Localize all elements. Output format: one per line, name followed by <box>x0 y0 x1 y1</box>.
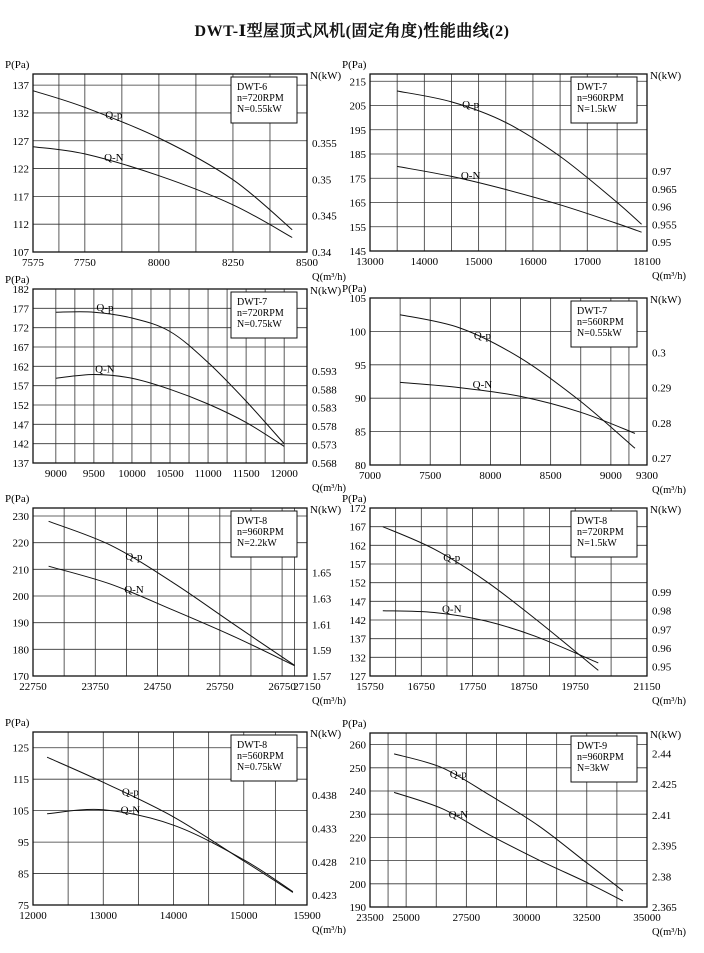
y-tick-label: 162 <box>12 361 29 374</box>
y-axis-label: P(Pa) <box>342 283 367 295</box>
y-tick-label: 167 <box>349 521 366 534</box>
y2-tick-label: 0.428 <box>312 856 337 869</box>
y-tick-label: 180 <box>12 644 29 657</box>
y-tick-label: 137 <box>12 458 29 470</box>
legend-box <box>231 735 297 781</box>
legend-text: N=1.5kW <box>577 538 617 549</box>
series-label: Q-N <box>95 363 115 376</box>
chart-panel-2 <box>342 59 687 282</box>
y-axis-label: P(Pa) <box>342 718 367 730</box>
y2-tick-label: 0.27 <box>652 452 672 465</box>
y2-tick-label: 0.965 <box>652 183 677 196</box>
y-tick-label: 210 <box>349 855 366 868</box>
chart-panel-5 <box>5 493 347 707</box>
legend-text: DWT-7 <box>237 297 268 308</box>
y-tick-label: 137 <box>349 633 366 646</box>
y-tick-label: 152 <box>349 577 366 590</box>
legend-text: DWT-8 <box>577 516 608 527</box>
x-tick-label: 11500 <box>232 468 260 480</box>
y2-tick-label: 2.41 <box>652 809 672 822</box>
x-tick-label: 12000 <box>270 468 298 480</box>
series-label: Q-p <box>473 330 491 343</box>
x-tick-label: 9000 <box>599 470 622 482</box>
series-label: Q-p <box>105 109 123 122</box>
x-tick-label: 32500 <box>573 912 601 924</box>
y-tick-label: 205 <box>349 100 366 113</box>
y2-tick-label: 0.355 <box>312 138 337 151</box>
y-tick-label: 250 <box>349 762 366 775</box>
y2-tick-label: 2.38 <box>652 871 672 884</box>
y-tick-label: 122 <box>12 163 29 176</box>
y-tick-label: 115 <box>12 774 29 787</box>
y2-tick-label: 0.573 <box>312 439 337 452</box>
legend-text: DWT-6 <box>237 82 268 93</box>
y2-axis-label: N(kW) <box>650 729 682 741</box>
x-axis-label: Q(m³/h) <box>652 271 687 282</box>
legend-text: N=2.2kW <box>237 538 277 549</box>
y-tick-label: 182 <box>12 284 29 296</box>
y-tick-label: 85 <box>355 426 366 439</box>
y-tick-label: 230 <box>12 511 29 523</box>
x-tick-label: 8500 <box>539 470 562 482</box>
series-label: Q-p <box>125 551 143 563</box>
legend-text: n=720RPM <box>237 93 284 104</box>
y-tick-label: 85 <box>18 868 29 881</box>
y-tick-label: 147 <box>12 419 29 432</box>
y2-axis-label: N(kW) <box>310 70 342 82</box>
series-label: Q-p <box>121 786 139 799</box>
y-tick-label: 75 <box>18 900 29 912</box>
y-tick-label: 95 <box>18 837 29 850</box>
x-tick-label: 8000 <box>479 470 502 482</box>
x-tick-label: 7575 <box>22 257 44 269</box>
y-tick-label: 175 <box>349 173 366 186</box>
x-tick-label: 17000 <box>573 256 602 268</box>
y2-axis-label: N(kW) <box>650 70 682 82</box>
y-tick-label: 172 <box>349 503 366 515</box>
y2-tick-label: 0.34 <box>312 247 332 259</box>
y-tick-label: 142 <box>349 615 366 627</box>
x-axis-label: Q(m³/h) <box>312 483 347 494</box>
y2-tick-label: 0.95 <box>652 237 672 250</box>
y-tick-label: 260 <box>349 739 366 752</box>
y2-tick-label: 1.61 <box>312 619 332 632</box>
legend-text: DWT-8 <box>237 740 268 751</box>
y-tick-label: 117 <box>12 191 29 204</box>
x-tick-label: 27500 <box>452 912 481 924</box>
y-tick-label: 107 <box>12 247 29 259</box>
y-tick-label: 190 <box>349 902 366 914</box>
legend-text: DWT-7 <box>577 306 608 317</box>
x-axis-label: Q(m³/h) <box>652 696 687 707</box>
x-tick-label: 7750 <box>73 257 96 269</box>
x-tick-label: 12000 <box>19 910 47 922</box>
y-axis-label: P(Pa) <box>5 493 30 505</box>
y2-tick-label: 0.433 <box>312 823 337 836</box>
series-label: Q-p <box>443 551 461 564</box>
x-tick-label: 8000 <box>147 257 170 269</box>
y-tick-label: 170 <box>12 671 29 683</box>
legend-box <box>231 77 297 123</box>
x-tick-label: 16000 <box>519 256 547 268</box>
series-label: Q-N <box>120 804 141 817</box>
y-tick-label: 142 <box>12 438 29 451</box>
series-line-q-n <box>394 792 623 901</box>
x-tick-label: 23500 <box>356 912 384 924</box>
y2-tick-label: 0.593 <box>312 365 337 378</box>
legend-text: n=720RPM <box>237 308 284 319</box>
legend-text: n=720RPM <box>577 527 624 538</box>
series-label: Q-N <box>460 169 481 182</box>
x-tick-label: 14000 <box>410 256 439 268</box>
y2-tick-label: 0.95 <box>652 661 672 674</box>
x-tick-label: 19750 <box>561 681 589 693</box>
y-axis-label: P(Pa) <box>5 717 30 729</box>
legend-box <box>231 511 297 557</box>
y2-axis-label: N(kW) <box>650 294 682 306</box>
series-label: Q-N <box>448 809 469 822</box>
y-tick-label: 152 <box>12 400 29 412</box>
x-axis-label: Q(m³/h) <box>652 485 687 496</box>
series-line-q-n <box>383 611 599 663</box>
legend-box <box>231 292 297 338</box>
y2-tick-label: 0.96 <box>652 643 672 655</box>
series-label: Q-N <box>441 603 462 616</box>
x-tick-label: 15900 <box>293 910 321 922</box>
y-tick-label: 112 <box>12 219 29 232</box>
legend-box <box>571 77 637 123</box>
y-tick-label: 157 <box>12 380 29 393</box>
x-tick-label: 23750 <box>81 681 110 693</box>
x-tick-label: 30000 <box>512 912 541 924</box>
y2-tick-label: 1.65 <box>312 567 332 580</box>
legend-text: n=960RPM <box>577 752 624 763</box>
x-tick-label: 10000 <box>118 468 146 480</box>
y-axis-label: P(Pa) <box>5 59 30 71</box>
y-tick-label: 125 <box>12 742 29 755</box>
legend-text: n=560RPM <box>577 317 624 328</box>
y2-tick-label: 2.395 <box>652 840 677 853</box>
series-label: Q-N <box>104 151 124 164</box>
y-tick-label: 157 <box>349 559 366 571</box>
y-tick-label: 100 <box>349 326 366 339</box>
x-tick-label: 10500 <box>156 468 184 480</box>
x-tick-label: 24750 <box>143 681 172 693</box>
y-tick-label: 185 <box>349 149 366 162</box>
series-line-q-n <box>397 166 641 232</box>
y-tick-label: 162 <box>349 540 366 553</box>
x-axis-label: Q(m³/h) <box>312 696 347 707</box>
y-tick-label: 90 <box>355 393 366 406</box>
y-tick-label: 167 <box>12 342 29 354</box>
y2-axis-label: N(kW) <box>650 504 682 516</box>
y2-tick-label: 0.423 <box>312 890 337 903</box>
y2-tick-label: 0.588 <box>312 384 337 397</box>
y2-tick-label: 0.97 <box>652 166 672 179</box>
x-tick-label: 8500 <box>296 257 318 269</box>
x-tick-label: 27150 <box>293 681 321 693</box>
y2-tick-label: 0.438 <box>312 790 337 803</box>
x-axis-label: Q(m³/h) <box>312 272 347 283</box>
y-tick-label: 132 <box>12 107 29 120</box>
y2-tick-label: 2.44 <box>652 748 672 761</box>
chart-panel-1 <box>5 59 347 283</box>
x-tick-label: 21150 <box>633 681 661 693</box>
x-tick-label: 25750 <box>206 681 234 693</box>
y2-tick-label: 0.3 <box>652 347 666 360</box>
y-tick-label: 220 <box>349 832 366 845</box>
y2-axis-label: N(kW) <box>310 728 342 740</box>
y2-axis-label: N(kW) <box>310 285 342 297</box>
x-tick-label: 11000 <box>194 468 222 480</box>
y-tick-label: 132 <box>349 652 366 665</box>
chart-panel-7 <box>5 717 347 936</box>
chart-panel-8 <box>342 718 687 938</box>
y-tick-label: 165 <box>349 197 366 210</box>
y-tick-label: 127 <box>12 135 29 148</box>
legend-text: N=0.55kW <box>237 104 282 115</box>
y-tick-label: 215 <box>349 76 366 89</box>
y-tick-label: 230 <box>349 809 366 822</box>
y-tick-label: 155 <box>349 221 366 234</box>
y2-tick-label: 0.568 <box>312 458 337 470</box>
x-tick-label: 17750 <box>458 681 487 693</box>
x-tick-label: 26750 <box>268 681 296 693</box>
x-tick-label: 18100 <box>633 256 661 268</box>
y-tick-label: 105 <box>349 293 366 305</box>
x-tick-label: 7500 <box>419 470 442 482</box>
legend-box <box>571 511 637 557</box>
series-line-q-n <box>400 382 635 433</box>
series-label: Q-p <box>96 302 114 315</box>
y-tick-label: 147 <box>349 596 366 609</box>
legend-text: N=0.75kW <box>237 762 282 773</box>
chart-panel-6 <box>342 493 687 707</box>
y2-tick-label: 0.955 <box>652 219 677 232</box>
x-tick-label: 15000 <box>464 256 493 268</box>
y2-tick-label: 2.425 <box>652 779 677 792</box>
y2-tick-label: 0.97 <box>652 624 672 637</box>
y-tick-label: 195 <box>349 124 366 137</box>
x-tick-label: 15000 <box>230 910 258 922</box>
y-axis-label: P(Pa) <box>342 493 367 505</box>
y-tick-label: 200 <box>349 878 366 891</box>
x-tick-label: 9300 <box>636 470 658 482</box>
legend-text: DWT-9 <box>577 741 608 752</box>
x-tick-label: 13000 <box>356 256 384 268</box>
y2-tick-label: 1.63 <box>312 593 332 606</box>
y2-tick-label: 1.59 <box>312 645 332 658</box>
y2-tick-label: 0.578 <box>312 421 337 434</box>
y2-tick-label: 0.583 <box>312 402 337 415</box>
x-tick-label: 14000 <box>159 910 188 922</box>
legend-text: DWT-7 <box>577 82 608 93</box>
legend-text: n=960RPM <box>237 527 284 538</box>
y-tick-label: 220 <box>12 537 29 550</box>
series-label: Q-N <box>124 584 144 597</box>
y-axis-label: P(Pa) <box>342 59 367 71</box>
y-tick-label: 172 <box>12 322 29 335</box>
legend-text: N=0.75kW <box>237 319 282 330</box>
legend-text: n=560RPM <box>237 751 284 762</box>
y2-tick-label: 0.28 <box>652 417 672 430</box>
y-tick-label: 177 <box>12 303 29 316</box>
x-tick-label: 15750 <box>356 681 384 693</box>
y-tick-label: 95 <box>355 359 366 372</box>
x-tick-label: 18750 <box>510 681 538 693</box>
y2-tick-label: 0.96 <box>652 201 672 214</box>
y2-tick-label: 1.57 <box>312 671 332 683</box>
x-axis-label: Q(m³/h) <box>312 925 347 936</box>
y2-tick-label: 0.98 <box>652 605 672 618</box>
y-tick-label: 200 <box>12 591 29 603</box>
y-tick-label: 80 <box>355 460 366 472</box>
y2-tick-label: 0.29 <box>652 382 672 395</box>
series-label: Q-p <box>462 99 480 112</box>
y-tick-label: 145 <box>349 246 366 258</box>
chart-panel-3 <box>5 274 347 494</box>
y2-tick-label: 0.35 <box>312 174 332 187</box>
y-tick-label: 240 <box>349 786 366 798</box>
x-tick-label: 25000 <box>392 912 420 924</box>
y-tick-label: 127 <box>349 671 366 683</box>
y2-axis-label: N(kW) <box>310 504 342 516</box>
chart-panel-4 <box>342 283 687 496</box>
x-tick-label: 35000 <box>633 912 661 924</box>
x-tick-label: 13000 <box>89 910 118 922</box>
y-axis-label: P(Pa) <box>5 274 30 286</box>
legend-box <box>571 736 637 782</box>
y2-tick-label: 0.99 <box>652 587 672 599</box>
legend-text: N=1.5kW <box>577 104 617 115</box>
x-tick-label: 8250 <box>221 257 244 269</box>
legend-text: DWT-8 <box>237 516 268 527</box>
y-tick-label: 105 <box>12 805 29 818</box>
legend-text: n=960RPM <box>577 93 624 104</box>
y2-tick-label: 0.345 <box>312 210 337 223</box>
series-line-q-n <box>47 809 293 891</box>
x-tick-label: 16750 <box>407 681 436 693</box>
y-tick-label: 190 <box>12 617 29 630</box>
x-tick-label: 9000 <box>44 468 67 480</box>
series-label: Q-N <box>472 379 493 392</box>
series-label: Q-p <box>449 768 467 781</box>
x-tick-label: 7000 <box>359 470 381 482</box>
x-tick-label: 9500 <box>82 468 105 480</box>
x-axis-label: Q(m³/h) <box>652 927 687 938</box>
y-tick-label: 137 <box>12 80 29 93</box>
legend-box <box>571 301 637 347</box>
legend-text: N=0.55kW <box>577 328 622 339</box>
y-tick-label: 210 <box>12 564 29 577</box>
y2-tick-label: 2.365 <box>652 902 677 914</box>
legend-text: N=3kW <box>577 763 610 774</box>
page-title: DWT-Ⅰ型屋顶式风机(固定角度)性能曲线(2) <box>194 23 510 40</box>
x-tick-label: 22750 <box>19 681 47 693</box>
